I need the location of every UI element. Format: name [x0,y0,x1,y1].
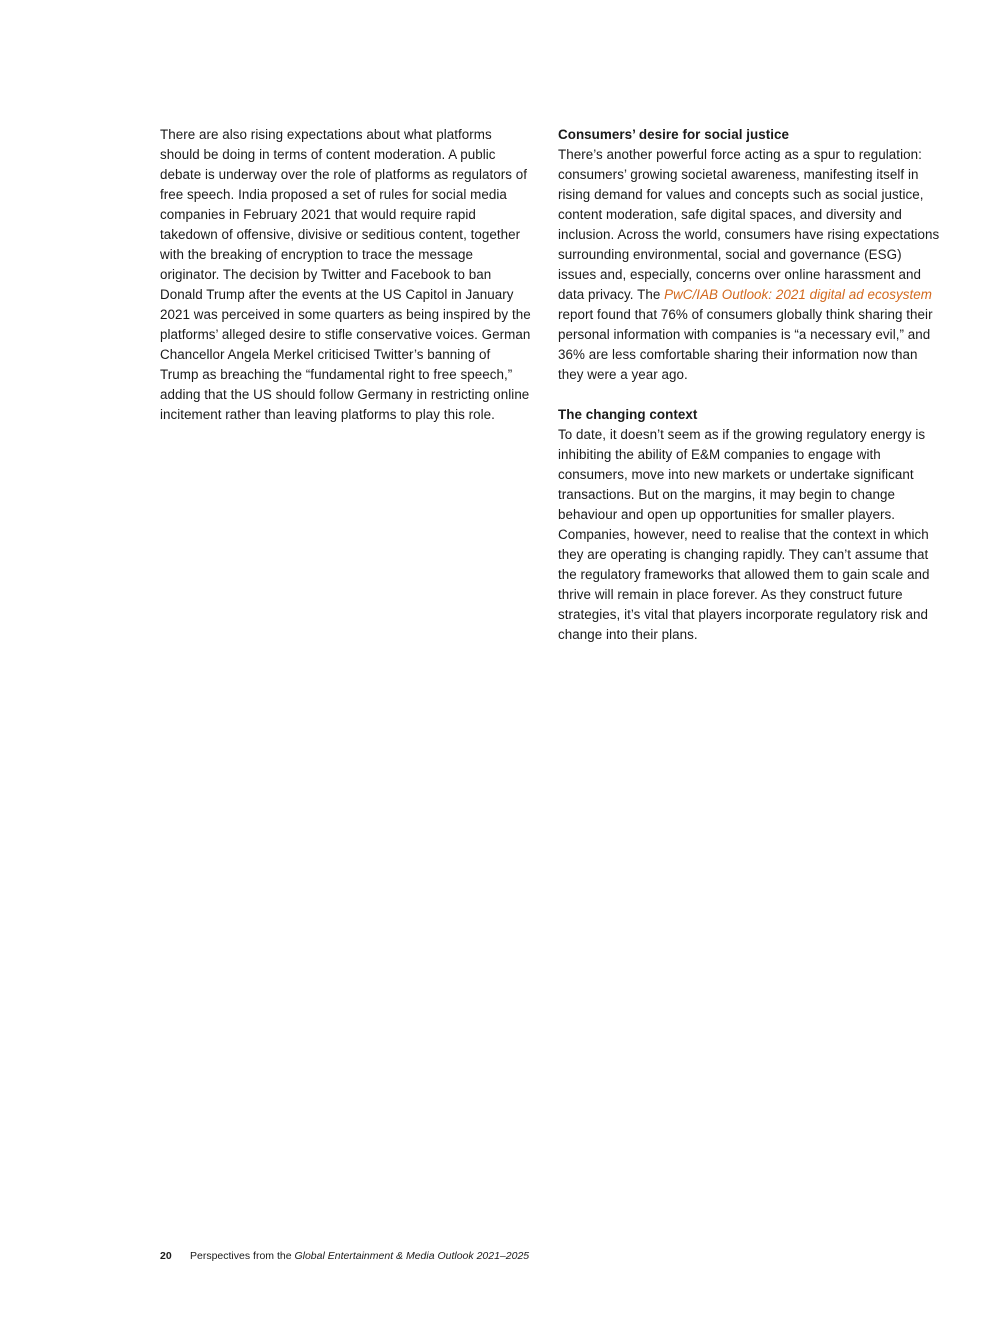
body-paragraph: To date, it doesn’t seem as if the growing regulatory energy is inhibiting the ability of E&M companies to engage with consumers, move into new markets or undertake significant transactions. But on the margins, it may begin to change behaviour and open up opportunities for smaller players. Companies, however, need to realise that the context in which they are operating is changing rapidly. They can’t assume that the regulatory frameworks that allowed them to gain scale and thrive will remain in place forever. As they construct future strategies, it’s vital that players incorporate regulatory risk and change into their plans. [558,427,930,642]
section-social-justice [558,125,940,385]
body-text: report found that 76% of consumers globally think sharing their personal information with companies is “a necessary evil,” and 36% are less comfortable sharing their information now than they were a year ago. [558,307,933,382]
page-number: 20 [160,1250,172,1262]
body-text: There’s another powerful force acting as a spur to regulation: consumers’ growing societal awareness, manifesting itself in rising demand for values and concepts such as social justice, content moderation, safe digital spaces, and diversity and inclusion. Across the world, consumers have rising expectations surrounding environmental, social and governance (ESG) issues and, especially, concerns over online harassment and data privacy. The [558,147,940,302]
right-column [558,125,940,645]
section-changing-context [558,405,940,645]
left-column [160,125,532,425]
section-heading: The changing context [558,407,698,422]
body-paragraph: There are also rising expectations about what platforms should be doing in terms of content moderation. A public debate is underway over the role of platforms as regulators of free speech. India proposed a set of rules for social media companies in February 2021 that would require rapid takedown of offensive, divisive or seditious content, together with the breaking of encryption to trace the message originator. The decision by Twitter and Facebook to ban Donald Trump after the events at the US Capitol in January 2021 was perceived in some quarters as being inspired by the platforms’ alleged desire to stifle conservative voices. German Chancellor Angela Merkel criticised Twitter’s banning of Trump as breaching the “fundamental right to free speech,” adding that the US should follow Germany in restricting online incitement rather than leaving platforms to play this role. [160,127,531,422]
report-link[interactable]: PwC/IAB Outlook: 2021 digital ad ecosystem [664,287,932,302]
body-paragraph [558,145,940,385]
footer-text: Perspectives from the [190,1250,295,1262]
page-footer [160,1249,529,1263]
section-heading: Consumers’ desire for social justice [558,127,790,142]
footer-publication-title: Global Entertainment & Media Outlook 2021–2025 [294,1250,530,1262]
